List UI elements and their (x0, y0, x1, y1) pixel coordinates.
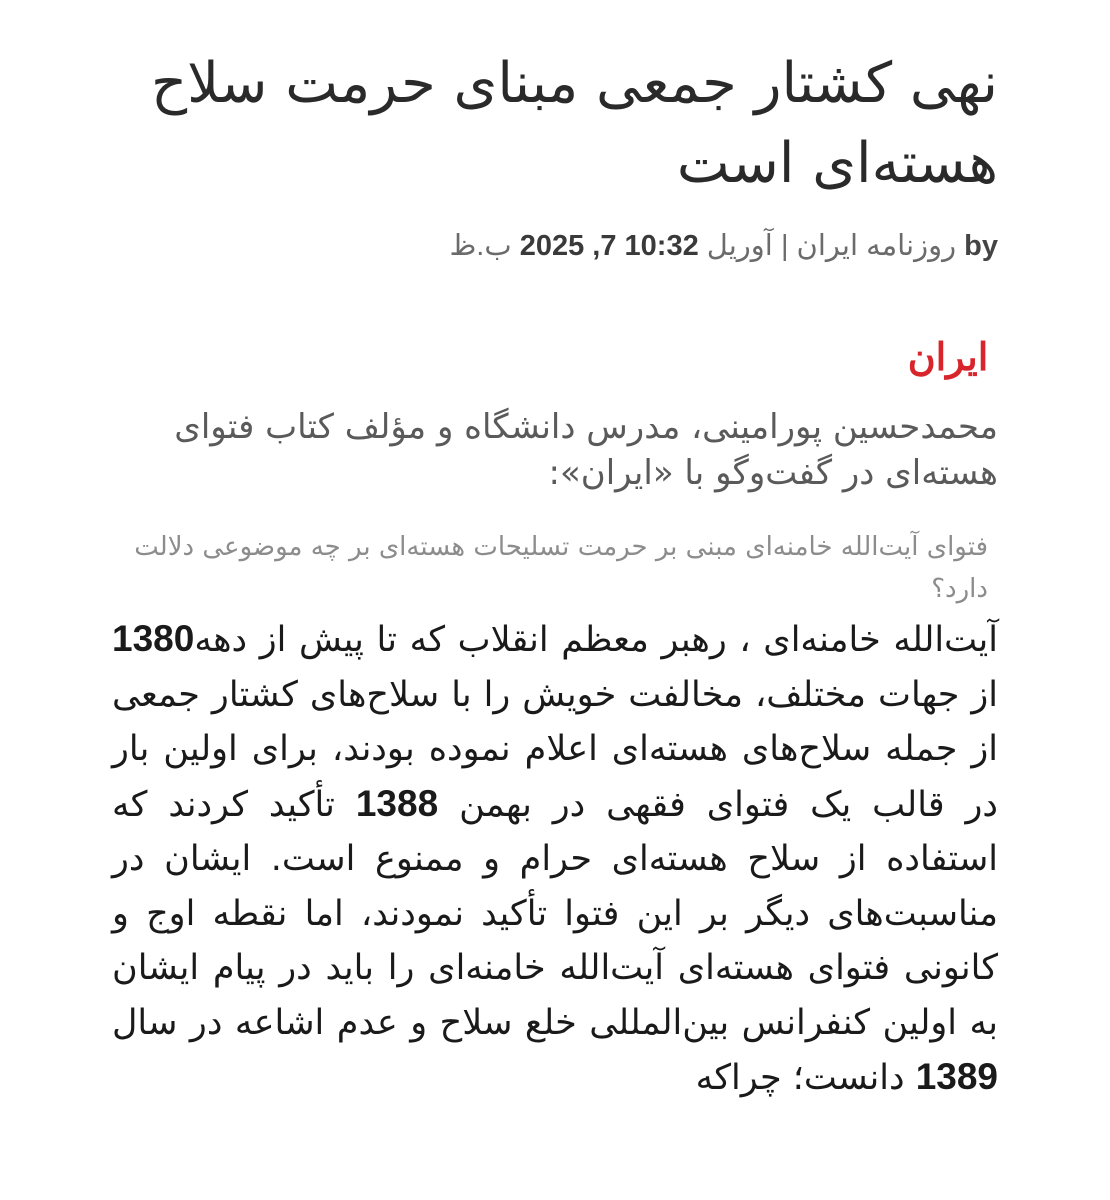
byline-by-label: by (964, 230, 998, 262)
byline-author[interactable]: روزنامه ایران (796, 230, 957, 262)
body-number-1389: 1389 (915, 1056, 998, 1097)
byline-separator: | (780, 230, 789, 262)
byline-month: آوریل (706, 230, 773, 262)
article-title: نهی کشتار جمعی مبنای حرمت سلاح هسته‌ای است (150, 51, 998, 196)
logo-wordmark: ایران (907, 334, 989, 379)
byline-date: 2025 ,7 10:32 (519, 230, 699, 262)
iran-newspaper-logo (112, 332, 998, 382)
body-text-part-4: دانست؛ چراکه (695, 1058, 916, 1098)
interview-question: فتوای آیت‌الله خامنه‌ای مبنی بر حرمت تسلیحات هسته‌ای بر چه موضوعی دلالت دارد؟ (134, 532, 988, 604)
body-text-part-1: آیت‌الله خامنه‌ای ، رهبر معظم انقلاب که تا پیش از دهه (194, 620, 998, 660)
body-text-part-2: از جهات مختلف، مخالفت خویش را با سلاح‌های کشتار جمعی از جمله سلاح‌های هسته‌ای اعلام نموده بودند، برای اولین بار در قالب یک فتوای فقهی در بهمن (112, 674, 998, 825)
article-byline (112, 226, 998, 266)
article-intro: محمدحسین پورامینی، مدرس دانشگاه و مؤلف کتاب فتوای هسته‌ای در گفت‌وگو با «ایران»: (174, 407, 998, 493)
body-number-1388: 1388 (355, 782, 439, 824)
body-text-part-3: تأکید کردند که استفاده از سلاح هسته‌ای حرام و ممنوع است. ایشان در مناسبت‌های دیگر بر این فتوا تأکید نمودند، اما نقطه اوج و کانونی فتوای هسته‌ای آیت‌الله خامنه‌ای را باید در پیام ایشان به اولین کنفرانس بین‌المللی خلع سلاح و عدم اشاعه در سال (112, 784, 998, 1043)
byline-time-suffix: ب.ظ (449, 230, 512, 262)
body-number-1380: 1380 (112, 618, 195, 659)
iran-logo-icon (848, 332, 998, 382)
article-body (112, 612, 998, 1106)
